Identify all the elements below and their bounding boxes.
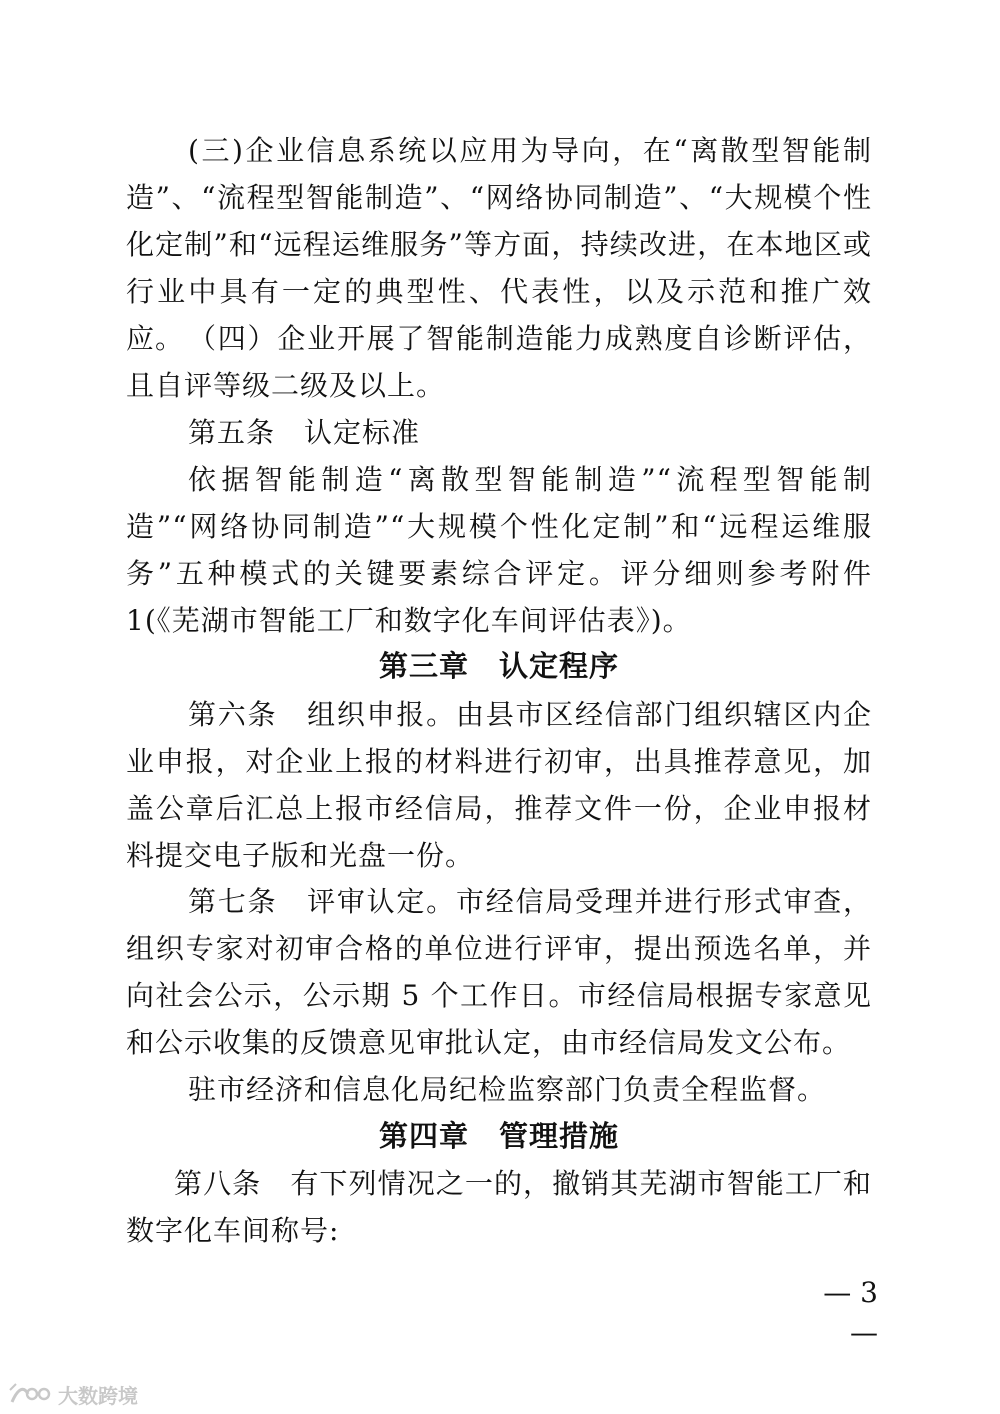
chapter-4-heading: 第四章 管理措施 [378, 1119, 619, 1153]
watermark-logo-icon [8, 1382, 54, 1406]
watermark [8, 1380, 138, 1408]
article-8: 第八条 有下列情况之一的，撤销其芜湖市智能工厂和数字化车间称号: [126, 1167, 872, 1247]
article-7: 第七条 评审认定。市经信局受理并进行形式审查，组织专家对初审合格的单位进行评审，提出预选名单，并向社会公示，公示期 5 个工作日。市经信局根据专家意见和公示收集的反馈意见审批认定，由市经信局发文公布。 [126, 885, 872, 1059]
article-6: 第六条 组织申报。由县市区经信部门组织辖区内企业申报，对企业上报的材料进行初审，出具推荐意见，加盖公章后汇总上报市经信局，推荐文件一份，企业申报材料提交电子版和光盘一份。 [126, 698, 872, 872]
clause-3-item-four: （四）企业开展了智能制造能力成熟度自诊断评估，且自评等级二级及以上。 [126, 322, 872, 402]
watermark-text: 大数跨境 [58, 1383, 138, 1408]
article-5-body: 依据智能制造“离散型智能制造”“流程型智能制造”“网络协同制造”“大规模个性化定制”和“远程运维服务”五种模式的关键要素综合评定。评分细则参考附件 1(《芜湖市智能工厂和数字化车间评估表》)。 [126, 463, 872, 637]
article-5-title: 第五条 认定标准 [188, 416, 421, 449]
clause-3-item-three: (三)企业信息系统以应用为导向，在“离散型智能制造”、“流程型智能制造”、“网络协同制造”、“大规模个性化定制”和“远程运维服务”等方面，持续改进，在本地区或行业中具有一定的典型性、代表性，以及示范和推广效应。 [126, 134, 872, 355]
supervision-note: 驻市经济和信息化局纪检监察部门负责全程监督。 [188, 1073, 827, 1106]
chapter-3-heading: 第三章 认定程序 [378, 649, 619, 683]
page-number: — 3 — [823, 1276, 878, 1349]
